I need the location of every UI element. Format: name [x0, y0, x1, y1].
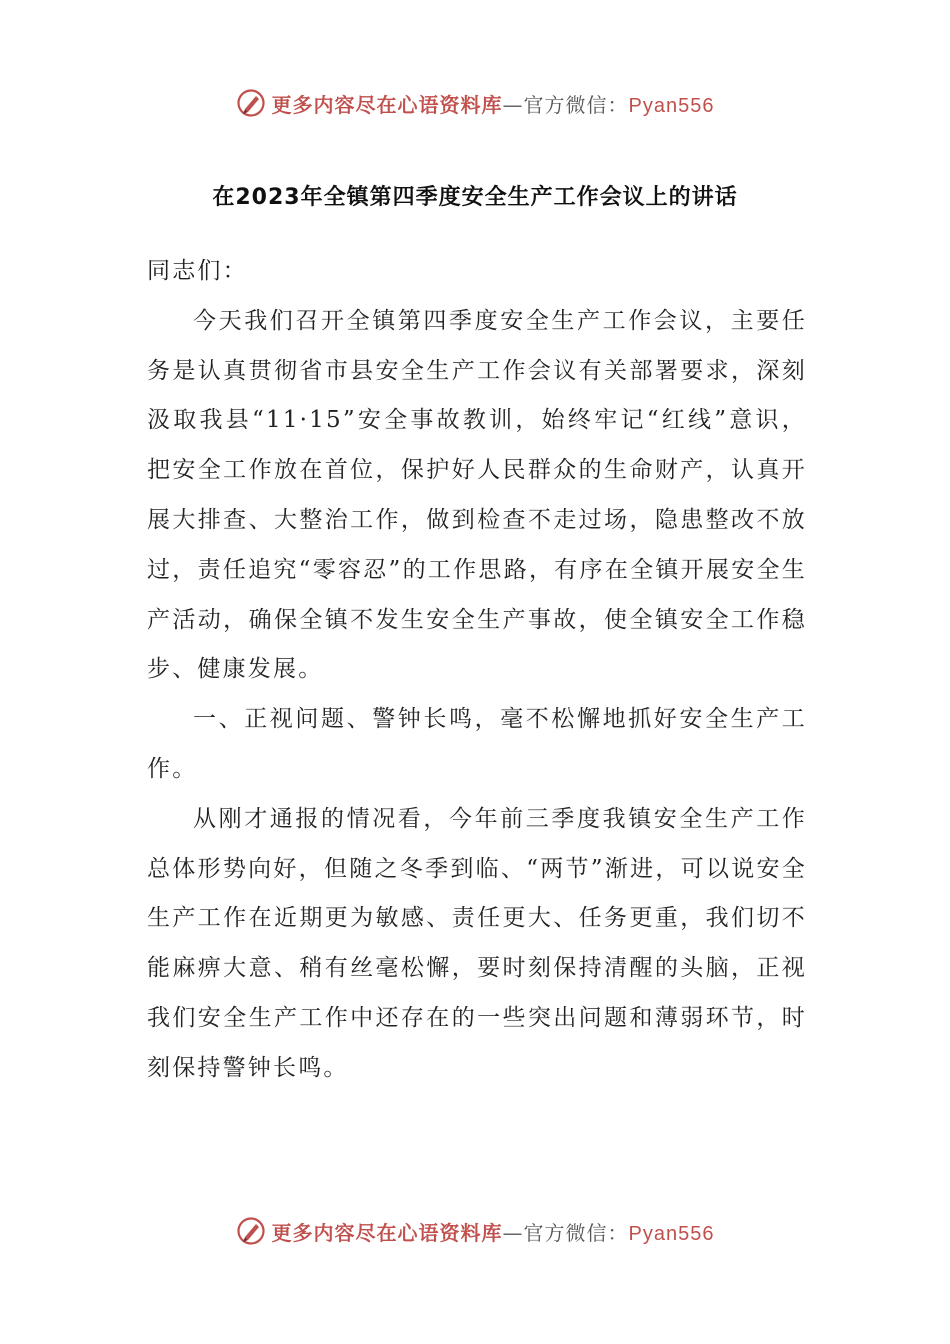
watermark-official-label: 官方微信： — [523, 92, 629, 117]
watermark-dash: — — [502, 92, 524, 117]
section-heading-1: 一、正视问题、警钟长鸣，毫不松懈地抓好安全生产工作。 — [147, 706, 807, 782]
document-title: 在2023年全镇第四季度安全生产工作会议上的讲话 — [212, 185, 738, 210]
watermark-text — [272, 89, 715, 118]
document-body — [147, 247, 807, 1094]
watermark-wechat-id: Pyan556 — [628, 94, 715, 117]
watermark-site-text: 更多内容尽在心语资料库 — [271, 1220, 503, 1245]
salutation: 同志们： — [147, 258, 248, 284]
watermark-site-text: 更多内容尽在心语资料库 — [271, 92, 503, 117]
paragraph-intro: 今天我们召开全镇第四季度安全生产工作会议，主要任务是认真贯彻省市县安全生产工作会议有关部署要求，深刻汲取我县“11·15”安全事故教训，始终牢记“红线”意识，把安全工作放在首位，保护好人民群众的生命财产，认真开展大排查、大整治工作，做到检查不走过场，隐患整改不放过，责任追究“零容忍”的工作思路，有序在全镇开展安全生产活动，确保全镇不发生安全生产事故，使全镇安全工作稳步、健康发展。 — [147, 307, 807, 683]
header-watermark — [0, 83, 950, 123]
footer-watermark — [0, 1211, 950, 1251]
watermark-text — [272, 1217, 715, 1246]
pen-logo-icon — [236, 1216, 266, 1246]
watermark-dash: — — [502, 1220, 524, 1245]
watermark-wechat-id: Pyan556 — [628, 1222, 715, 1245]
watermark-official-label: 官方微信： — [523, 1220, 629, 1245]
pen-logo-icon — [236, 88, 266, 118]
paragraph-situation: 从刚才通报的情况看，今年前三季度我镇安全生产工作总体形势向好，但随之冬季到临、“两节”渐进，可以说安全生产工作在近期更为敏感、责任更大、任务更重，我们切不能麻痹大意、稍有丝毫松懈，要时刻保持清醒的头脑，正视我们安全生产工作中还存在的一些突出问题和薄弱环节，时刻保持警钟长鸣。 — [147, 805, 807, 1081]
